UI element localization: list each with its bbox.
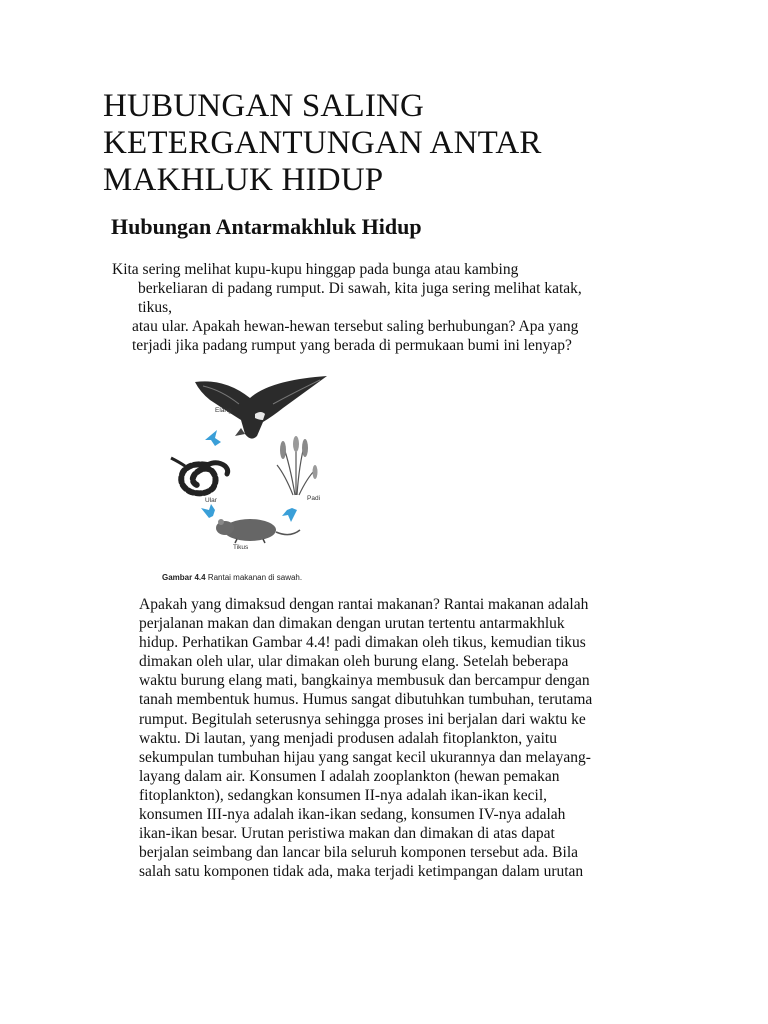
body-paragraph	[139, 595, 669, 881]
intro-line-4: atau ular. Apakah hewan-hewan tersebut saling berhubungan? Apa yang	[132, 318, 579, 335]
rice-plant-illustration	[277, 436, 318, 495]
arrow-snake-to-eagle	[205, 430, 221, 446]
body-line: waktu burung elang mati, bangkainya membusuk dan bercampur dengan	[139, 672, 590, 690]
arrow-rice-to-mouse	[282, 508, 297, 522]
food-chain-illustration	[155, 370, 340, 570]
main-title	[103, 88, 663, 199]
intro-line-1: Kita sering melihat kupu-kupu hinggap pada bunga atau kambing	[112, 261, 519, 278]
main-title-line-2: KETERGANTUNGAN ANTAR	[103, 125, 542, 161]
arrow-mouse-to-snake	[201, 504, 215, 518]
snake-illustration	[171, 458, 228, 493]
body-line: perjalanan makan dan dimakan dengan urutan tertentu antarmakhluk	[139, 615, 565, 633]
intro-paragraph	[112, 260, 672, 355]
label-eagle: Elang	[215, 407, 232, 414]
body-line: hidup. Perhatikan Gambar 4.4! padi dimakan oleh tikus, kemudian tikus	[139, 634, 586, 652]
label-rice: Padi	[307, 495, 321, 502]
main-title-line-1: HUBUNGAN SALING	[103, 88, 425, 124]
body-line: sekumpulan tumbuhan hijau yang sangat kecil ukurannya dan melayang-	[139, 748, 591, 766]
body-line: fitoplankton), sedangkan konsumen II-nya adalah ikan-ikan kecil,	[139, 786, 548, 804]
body-line: rumput. Begitulah seterusnya sehingga proses ini berjalan dari waktu ke	[139, 710, 586, 728]
label-snake: Ular	[205, 497, 217, 504]
body-line: salah satu komponen tidak ada, maka terjadi ketimpangan dalam urutan	[139, 863, 584, 881]
mouse-illustration	[216, 519, 300, 543]
figure-caption	[162, 573, 302, 582]
body-line: konsumen III-nya adalah ikan-ikan sedang, konsumen IV-nya adalah	[139, 806, 566, 824]
label-mouse: Tikus	[233, 544, 249, 551]
food-chain-figure	[155, 370, 340, 585]
body-line: dimakan oleh ular, ular dimakan oleh burung elang. Setelah beberapa	[139, 653, 569, 671]
body-line: tanah membentuk humus. Humus sangat dibutuhkan tumbuhan, terutama	[139, 691, 593, 709]
intro-line-3: tikus,	[138, 299, 173, 316]
body-line: waktu. Di lautan, yang menjadi produsen adalah fitoplankton, yaitu	[139, 729, 557, 747]
main-title-line-3: MAKHLUK HIDUP	[103, 162, 384, 198]
body-line: Apakah yang dimaksud dengan rantai makanan? Rantai makanan adalah	[139, 596, 589, 613]
figure-caption-number: Gambar 4.4	[162, 573, 206, 582]
intro-line-2: berkeliaran di padang rumput. Di sawah, kita juga sering melihat katak,	[138, 280, 582, 297]
intro-line-5: terjadi jika padang rumput yang berada di permukaan bumi ini lenyap?	[132, 337, 572, 354]
body-line: ikan-ikan besar. Urutan peristiwa makan dan dimakan di atas dapat	[139, 825, 555, 843]
body-line: berjalan seimbang dan lancar bila seluruh komponen tersebut ada. Bila	[139, 844, 579, 862]
body-line: layang dalam air. Konsumen I adalah zooplankton (hewan pemakan	[139, 767, 560, 785]
section-subtitle: Hubungan Antarmakhluk Hidup	[111, 214, 422, 239]
figure-caption-text: Rantai makanan di sawah.	[207, 573, 303, 582]
